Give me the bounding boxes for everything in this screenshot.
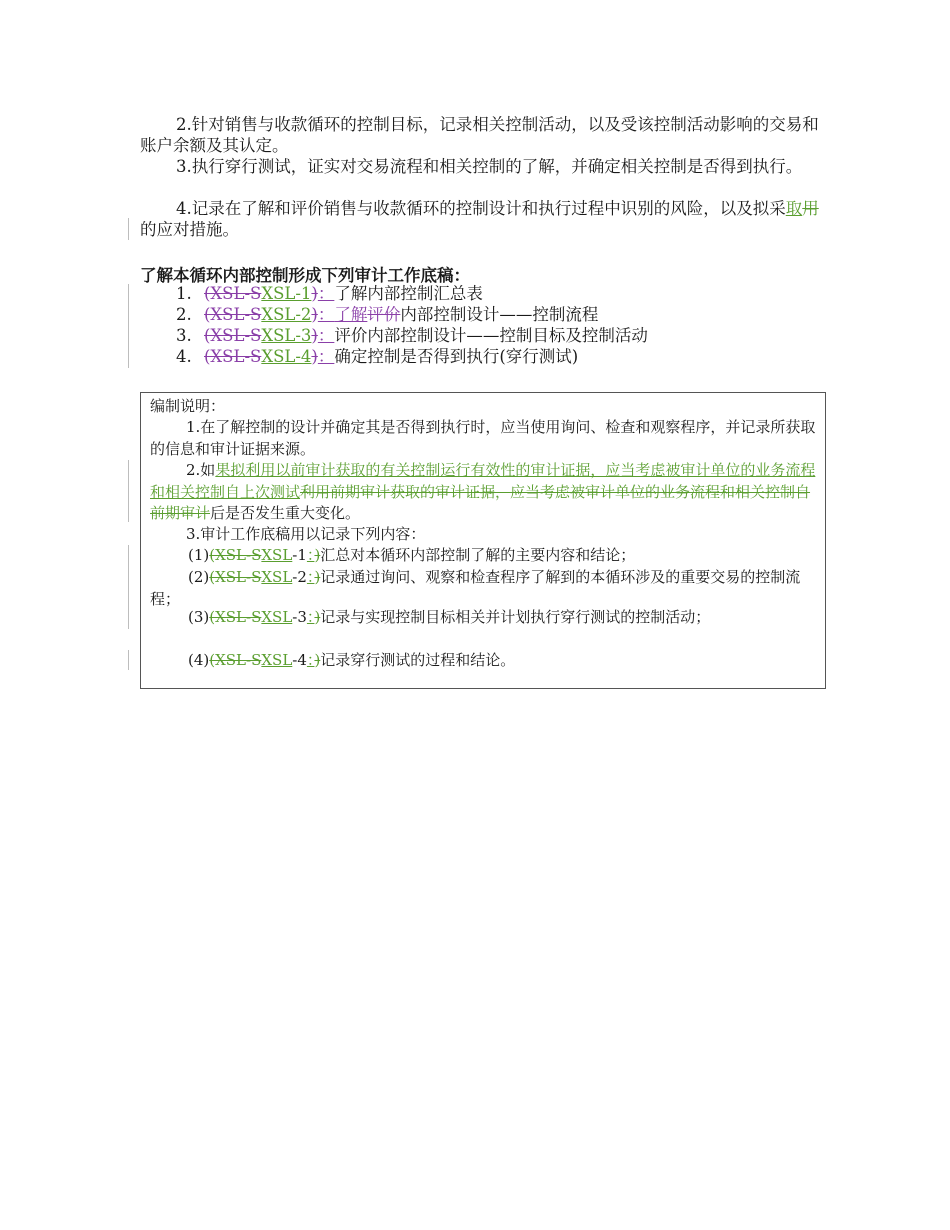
- subitem-text: 记录通过询问、观察和检查程序了解到的本循环涉及的重要交易的控制流程；: [150, 568, 801, 608]
- notes-subitem: [150, 607, 818, 629]
- inserted-text: ：: [306, 568, 315, 586]
- inserted-text: XSL: [261, 608, 293, 626]
- inserted-text: ：: [306, 608, 315, 626]
- inserted-text: XSL: [261, 651, 293, 669]
- deleted-text: 用: [802, 199, 819, 218]
- notes-title: 编制说明：: [150, 397, 226, 415]
- change-bar: [128, 218, 129, 240]
- inserted-text: ：: [317, 326, 335, 345]
- subitem-suffix: -4: [292, 651, 307, 669]
- list-number: 4.: [176, 347, 192, 366]
- deleted-text: 评价: [367, 305, 401, 324]
- notes-item-1: 1.在了解控制的设计并确定其是否得到执行时，应当使用询问、检查和观察程序，并记录所获取的信息和审计证据来源。: [150, 418, 816, 458]
- inserted-text: XSL-3: [261, 326, 312, 345]
- notes-item-2: [150, 460, 818, 525]
- paragraph-4-text: 4.记录在了解和评价销售与收款循环的控制设计和执行过程中识别的风险，以及拟采: [176, 199, 786, 218]
- inserted-text: ：: [306, 651, 315, 669]
- inserted-text: ：: [306, 546, 315, 564]
- subitem-text: 汇总对本循环内部控制了解的主要内容和结论；: [320, 546, 636, 564]
- deleted-text: (XSL-S: [209, 651, 262, 669]
- list-text: 内部控制设计——控制流程: [400, 305, 599, 324]
- deleted-text: ): [314, 568, 321, 586]
- paragraph-2: 2.针对销售与收款循环的控制目标，记录相关控制活动，以及受该控制活动影响的交易和账户余额及其认定。: [140, 115, 819, 155]
- inserted-text: XSL: [261, 568, 293, 586]
- notes-subitem: [150, 567, 818, 610]
- paragraph-4: [140, 198, 820, 240]
- list-item: [176, 283, 648, 304]
- change-bar: [128, 650, 129, 670]
- subitem-suffix: -2: [292, 568, 307, 586]
- list-number: 1.: [176, 284, 192, 303]
- deleted-text: (XSL-S: [204, 305, 262, 324]
- deleted-text: ): [314, 651, 321, 669]
- list-item: [176, 325, 648, 346]
- inserted-text: XSL-1: [261, 284, 312, 303]
- inserted-text: XSL: [261, 546, 293, 564]
- subitem-number: (1): [188, 546, 210, 564]
- notes-item-3: 3.审计工作底稿用以记录下列内容：: [186, 525, 426, 543]
- change-bar: [128, 607, 129, 629]
- list-number: 3.: [176, 326, 192, 345]
- subitem-text: 记录与实现控制目标相关并计划执行穿行测试的控制活动；: [320, 608, 711, 626]
- deleted-text: (XSL-S: [204, 326, 262, 345]
- notes-item-2-end: 后是否发生重大变化。: [210, 504, 361, 522]
- deleted-text: (XSL-S: [209, 608, 262, 626]
- inserted-text: XSL-4: [261, 347, 312, 366]
- deleted-text: (XSL-S: [209, 568, 262, 586]
- list-text: 确定控制是否得到执行(穿行测试): [334, 347, 579, 366]
- notes-item-2-start: 2.如: [186, 461, 216, 479]
- notes-subitem: [150, 545, 818, 567]
- deleted-text: (XSL-S: [204, 284, 262, 303]
- list-number: 2.: [176, 305, 192, 324]
- deleted-text: ): [314, 608, 321, 626]
- workpaper-list: [176, 283, 648, 367]
- change-bar: [128, 284, 129, 368]
- change-bar: [128, 545, 129, 567]
- list-item: [176, 304, 648, 325]
- deleted-text: ): [311, 347, 318, 366]
- list-text: 评价内部控制设计——控制目标及控制活动: [334, 326, 648, 345]
- inserted-text: 取: [785, 199, 803, 218]
- inserted-text: ：: [317, 305, 335, 324]
- deleted-text: ): [311, 326, 318, 345]
- subitem-number: (3): [188, 608, 210, 626]
- paragraph-4-end: 的应对措施。: [140, 220, 239, 239]
- change-bar: [128, 567, 129, 611]
- inserted-text: 果拟利用以前审计获取的有关控制运行有效性的审计证据，应当考虑被审计单位的业务流程和相关控制自上次测试: [150, 461, 816, 501]
- inserted-text: XSL-2: [261, 305, 312, 324]
- deleted-text: ): [314, 546, 321, 564]
- subitem-number: (4): [188, 651, 210, 669]
- notes-subitem: [150, 650, 818, 672]
- subitem-suffix: -1: [292, 546, 307, 564]
- list-item: [176, 346, 648, 367]
- paragraph-3: 3.执行穿行测试，证实对交易流程和相关控制的了解，并确定相关控制是否得到执行。: [176, 157, 803, 176]
- deleted-text: (XSL-S: [209, 546, 262, 564]
- inserted-text: ：: [317, 284, 335, 303]
- deleted-text: ): [311, 305, 318, 324]
- list-text: 了解内部控制汇总表: [334, 284, 483, 303]
- subitem-text: 记录穿行测试的过程和结论。: [320, 651, 516, 669]
- inserted-text: ：: [317, 347, 335, 366]
- section-heading: 了解本循环内部控制形成下列审计工作底稿：: [140, 266, 470, 285]
- deleted-text: ): [311, 284, 318, 303]
- subitem-suffix: -3: [292, 608, 307, 626]
- deleted-text: 利用前期审计获取的审计证据，应当考虑被审计单位的业务流程和相关控制自前期审计: [150, 482, 811, 522]
- change-bar: [128, 460, 129, 522]
- deleted-text: (XSL-S: [204, 347, 262, 366]
- inserted-text: 了解: [334, 305, 368, 324]
- subitem-number: (2): [188, 568, 210, 586]
